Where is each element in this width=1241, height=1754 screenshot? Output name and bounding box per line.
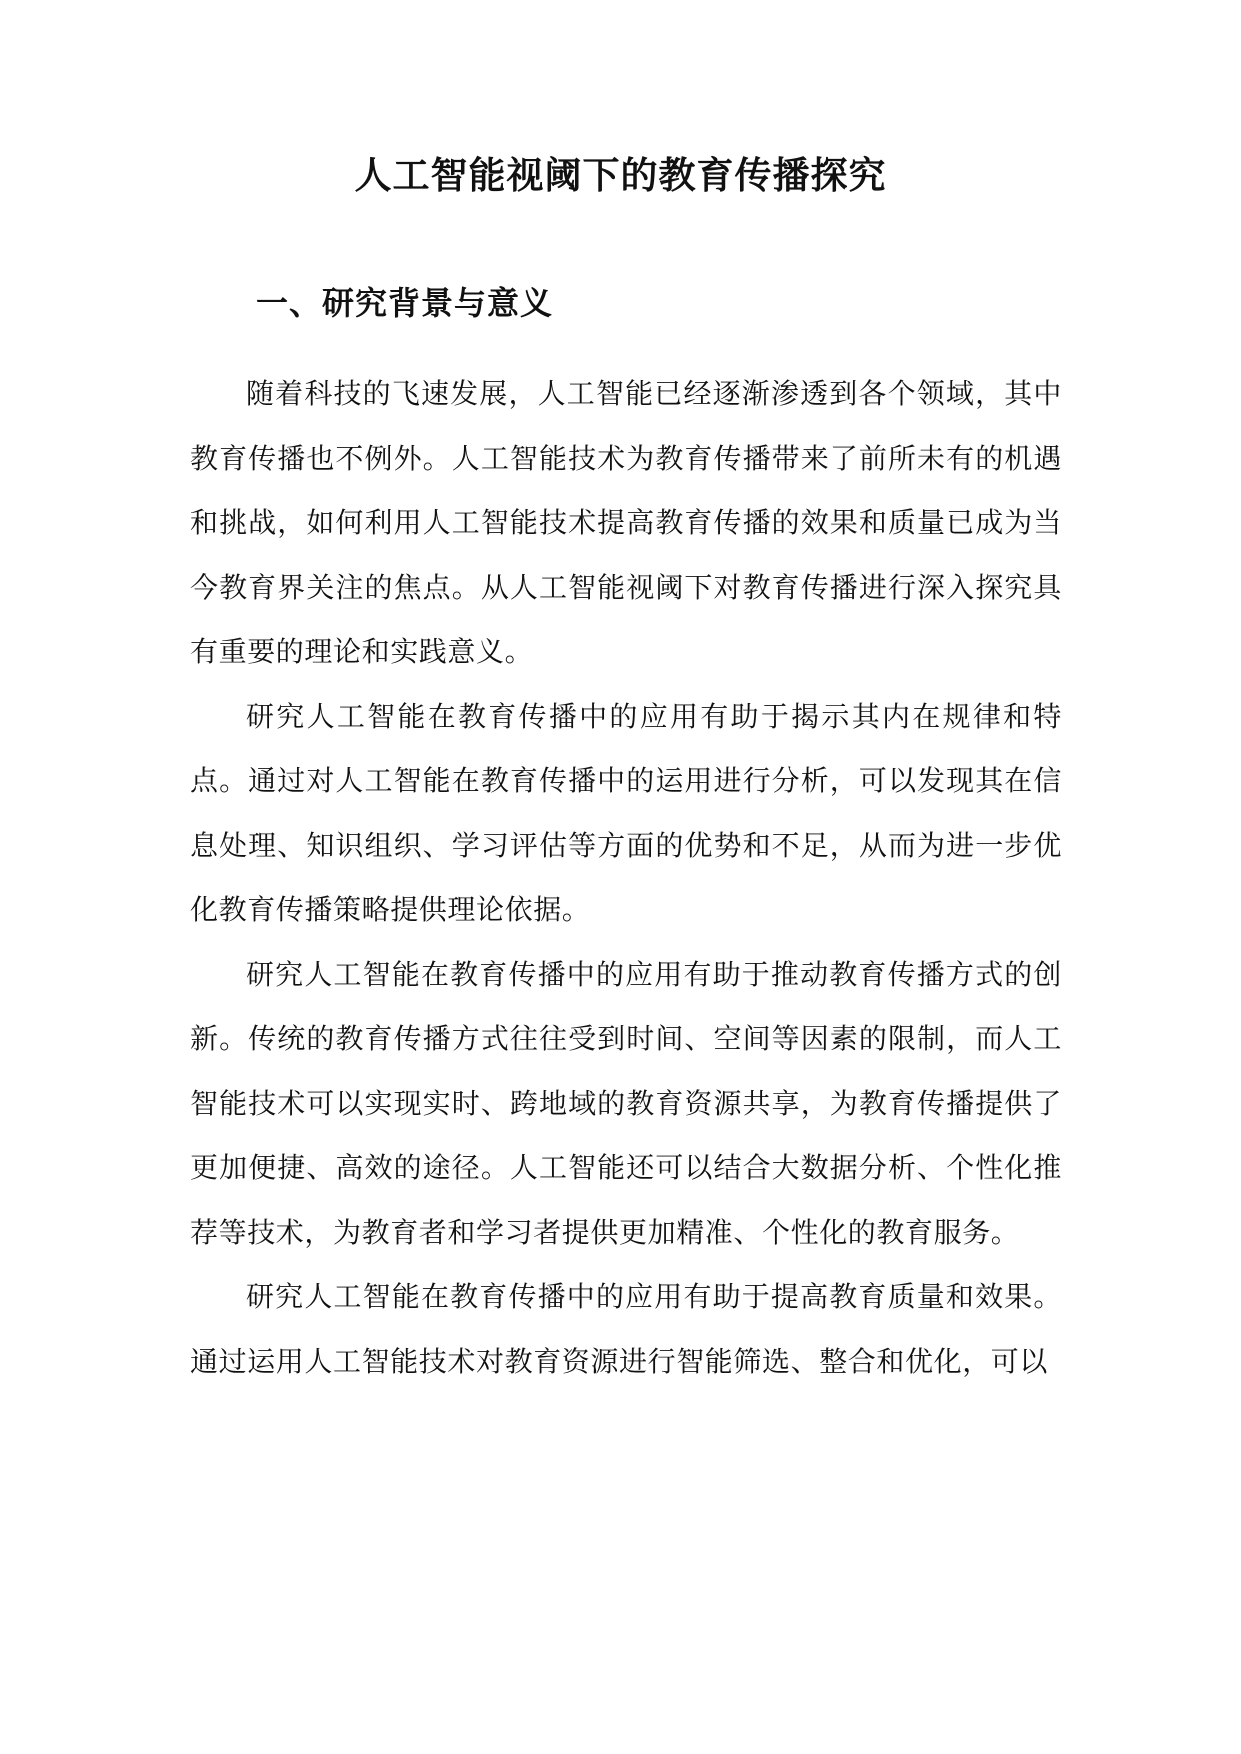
paragraph: 随着科技的飞速发展，人工智能已经逐渐渗透到各个领域，其中教育传播也不例外。人工智能技术为教育传播带来了前所未有的机遇和挑战，如何利用人工智能技术提高教育传播的效果和质量已成为当今教育界关注的焦点。从人工智能视阈下对教育传播进行深入探究具有重要的理论和实践意义。: [190, 377, 1062, 668]
section-heading: 一、研究背景与意义: [256, 284, 554, 322]
document-title: 人工智能视阈下的教育传播探究: [354, 153, 887, 197]
paragraph: 研究人工智能在教育传播中的应用有助于揭示其内在规律和特点。通过对人工智能在教育传播中的运用进行分析，可以发现其在信息处理、知识组织、学习评估等方面的优势和不足，从而为进一步优化教育传播策略提供理论依据。: [190, 699, 1062, 926]
paragraph: 研究人工智能在教育传播中的应用有助于提高教育质量和效果。通过运用人工智能技术对教育资源进行智能筛选、整合和优化，可以: [190, 1280, 1062, 1378]
paragraph: 研究人工智能在教育传播中的应用有助于推动教育传播方式的创新。传统的教育传播方式往往受到时间、空间等因素的限制，而人工智能技术可以实现实时、跨地域的教育资源共享，为教育传播提供了更加便捷、高效的途径。人工智能还可以结合大数据分析、个性化推荐等技术，为教育者和学习者提供更加精准、个性化的教育服务。: [190, 957, 1062, 1249]
section-body: [190, 362, 1062, 1394]
